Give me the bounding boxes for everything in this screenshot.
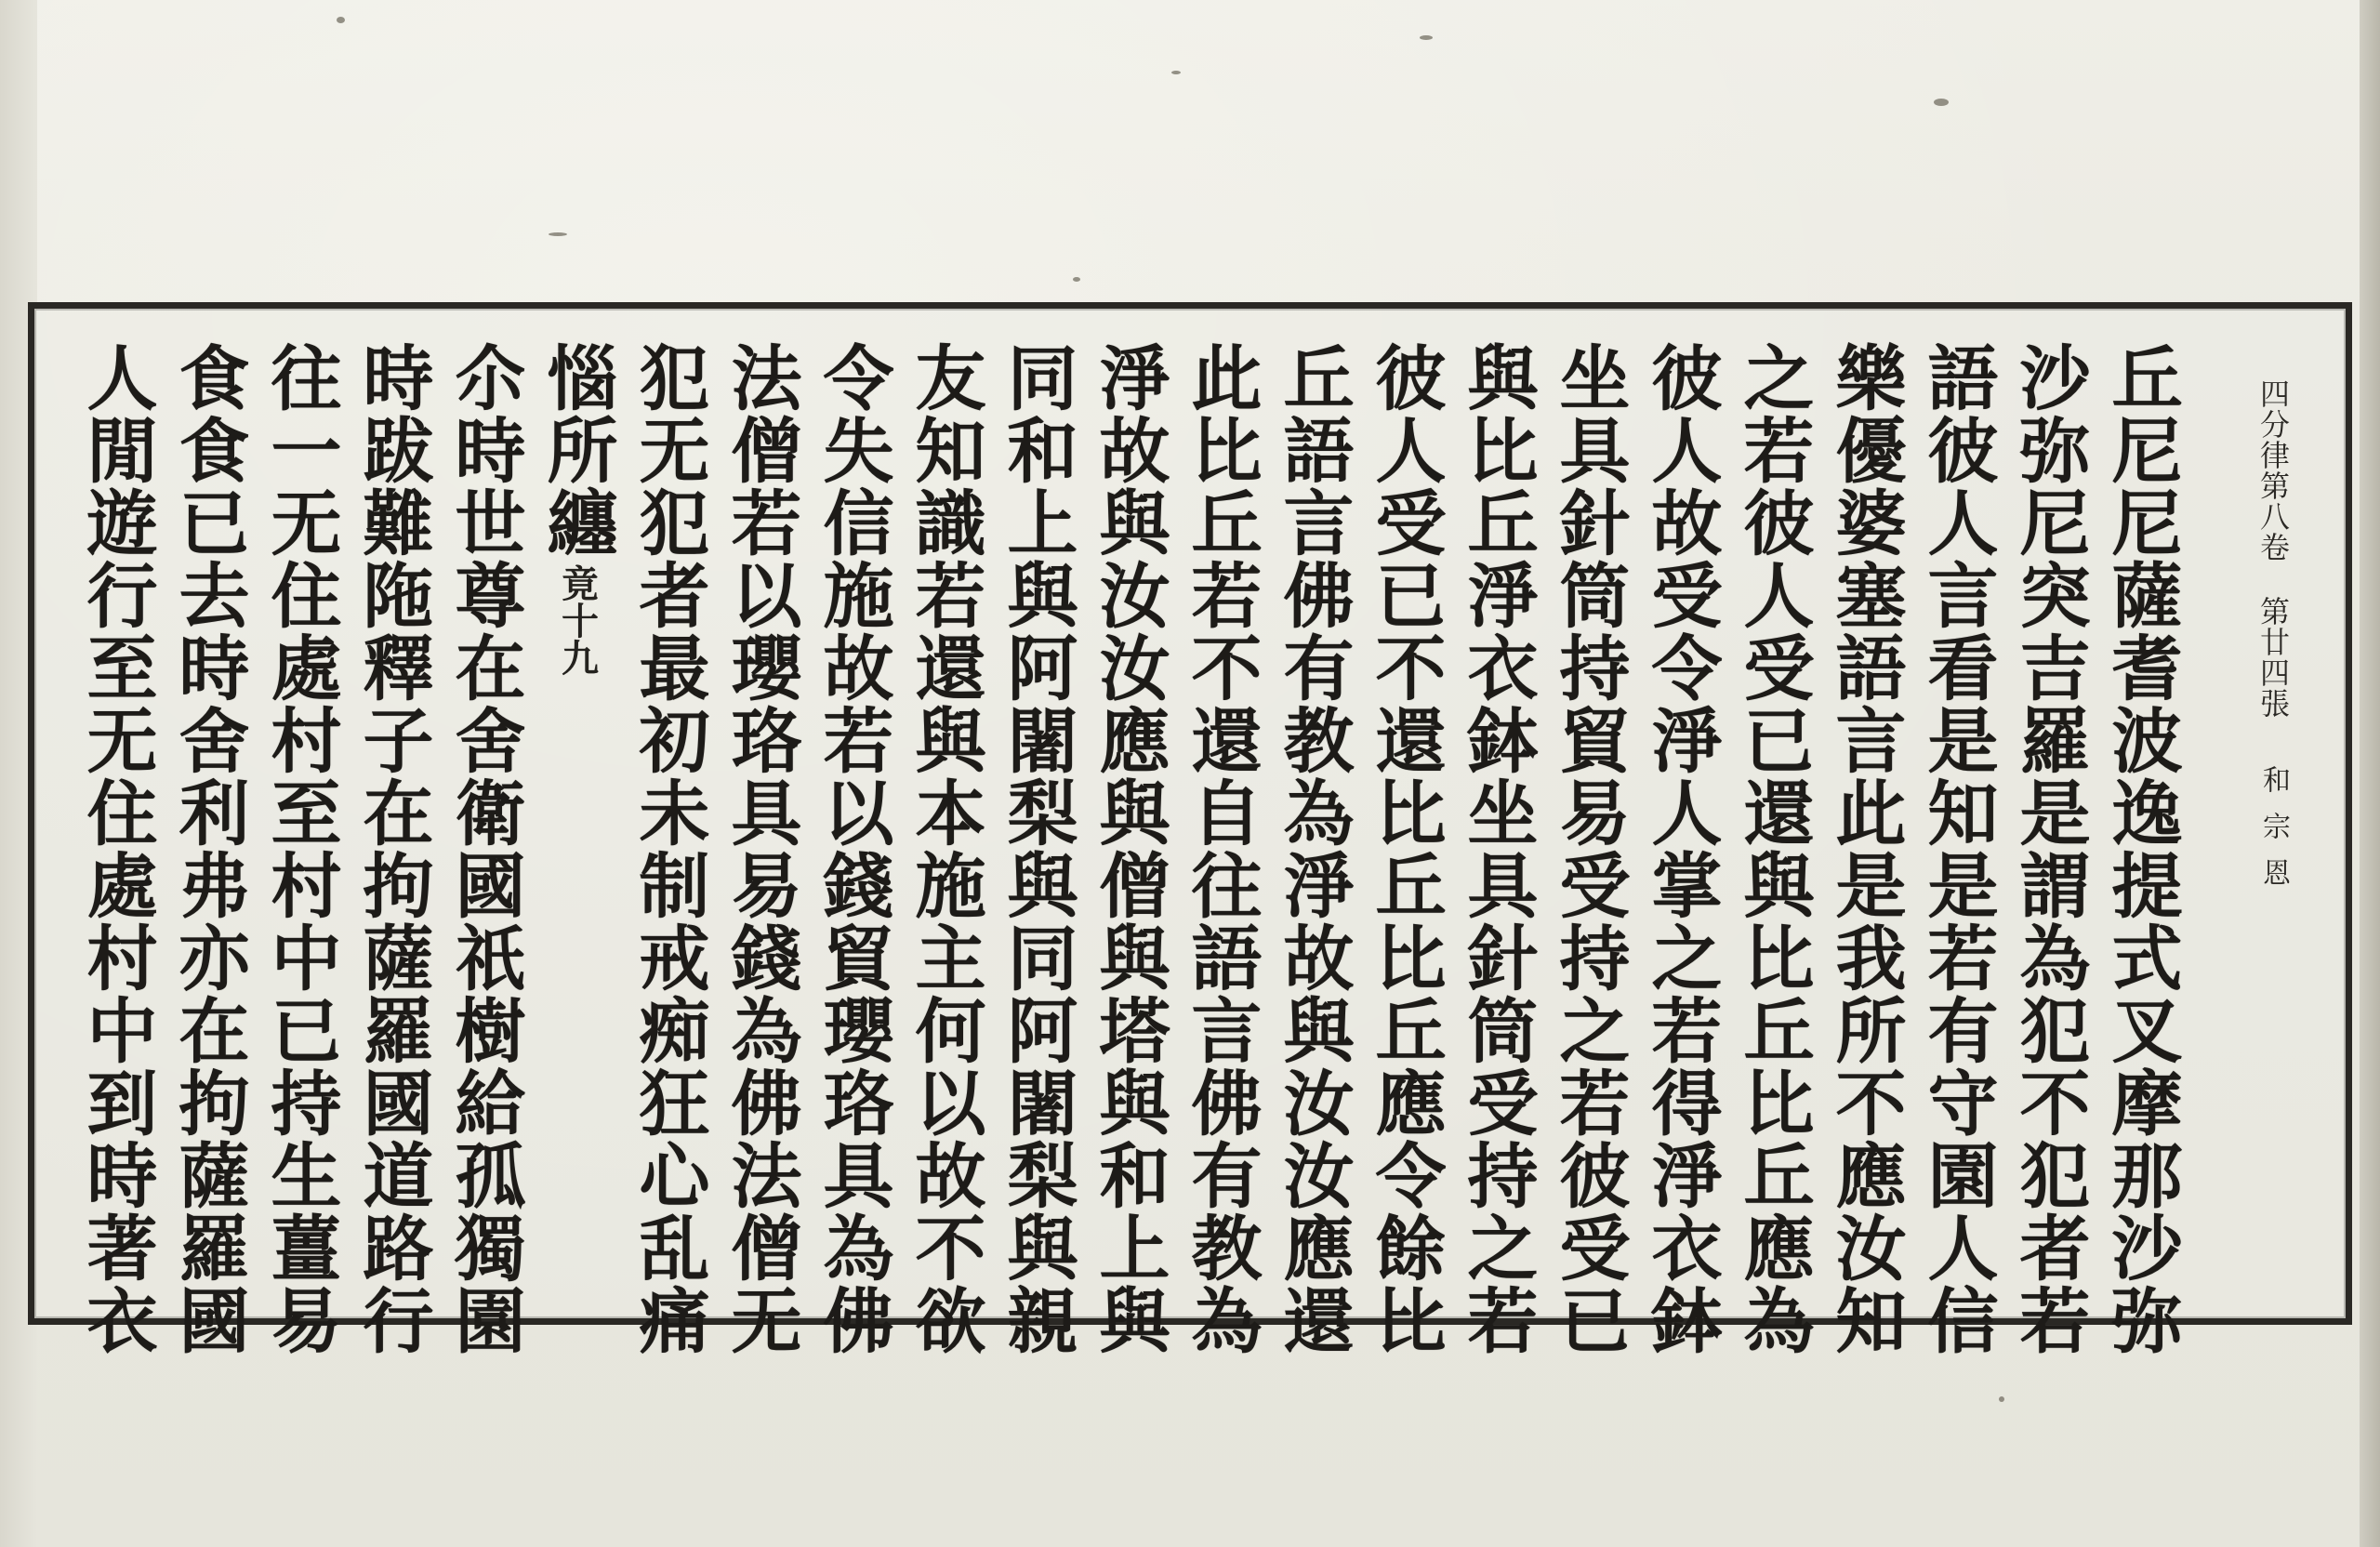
text-column: 彼人故受令淨人掌之若得淨衣鉢 bbox=[1640, 341, 1723, 1356]
book-binding-edge bbox=[2360, 0, 2380, 1547]
text-column: 尒時世尊在舍衛國祇樹給孤獨園 bbox=[443, 341, 526, 1356]
section-end-note: 竟十九 bbox=[555, 564, 600, 676]
paper-speck bbox=[1171, 71, 1181, 74]
text-column: 同和上與阿闍梨與同阿闍梨與親 bbox=[996, 341, 1078, 1356]
text-column: 與比丘淨衣鉢坐具針筒受持之若 bbox=[1456, 341, 1539, 1356]
paper-speck bbox=[1073, 277, 1080, 282]
text-column: 丘語言佛有教為淨故與汝汝應還 bbox=[1272, 341, 1355, 1356]
text-column: 語彼人言看是知是若有守園人信 bbox=[1916, 341, 1999, 1356]
margin-volume-label: 四分律第八卷 bbox=[2255, 378, 2291, 562]
text-column: 丘尼尼薩耆波逸提式叉摩那沙弥 bbox=[2100, 341, 2183, 1356]
text-column: 友知識若還與本施主何以故不欲 bbox=[904, 341, 986, 1356]
margin-sheet-label: 第廿四張 bbox=[2255, 596, 2291, 719]
text-column: 惱所纏 bbox=[536, 341, 618, 559]
paper-speck bbox=[1934, 99, 1949, 106]
text-column: 法僧若以瓔珞具易錢為佛法僧无 bbox=[720, 341, 802, 1356]
margin-note bbox=[2254, 378, 2292, 905]
text-column: 往一无住處村至村中已持生薑易 bbox=[259, 341, 342, 1356]
text-column: 食食已去時舍利弗亦在拘薩羅國 bbox=[167, 341, 250, 1356]
text-column: 彼人受已不還比丘比丘應令餘比 bbox=[1364, 341, 1447, 1356]
margin-carver-name: 和宗恩 bbox=[2257, 765, 2290, 905]
text-column: 沙弥尼突吉羅是謂為犯不犯者若 bbox=[2008, 341, 2091, 1356]
text-column: 之若彼人受已還與比丘比丘應為 bbox=[1732, 341, 1815, 1356]
text-column: 此比丘若不還自往語言佛有教為 bbox=[1180, 341, 1263, 1356]
paper-speck bbox=[337, 17, 345, 23]
text-frame bbox=[28, 302, 2352, 1356]
text-column: 犯无犯者最初未制戒痴狂心乱痛 bbox=[628, 341, 710, 1356]
paper-speck bbox=[1420, 35, 1433, 40]
paper-speck bbox=[549, 232, 567, 236]
text-column: 淨故與汝汝應與僧與塔與和上與 bbox=[1088, 341, 1170, 1356]
text-column: 樂優婆塞語言此是我所不應汝知 bbox=[1824, 341, 1907, 1356]
text-column: 時跋難陁釋子在拘薩羅國道路行 bbox=[351, 341, 434, 1356]
text-column: 令失信施故若以錢貿瓔珞具為佛 bbox=[812, 341, 894, 1356]
scripture-text bbox=[71, 341, 2188, 1356]
text-column-with-note bbox=[531, 341, 623, 676]
text-column: 坐具針筒持貿易受持之若彼受已 bbox=[1548, 341, 1631, 1356]
text-column: 人閒遊行至无住處村中到時著衣 bbox=[75, 341, 158, 1356]
paper-speck bbox=[1999, 1396, 2004, 1402]
